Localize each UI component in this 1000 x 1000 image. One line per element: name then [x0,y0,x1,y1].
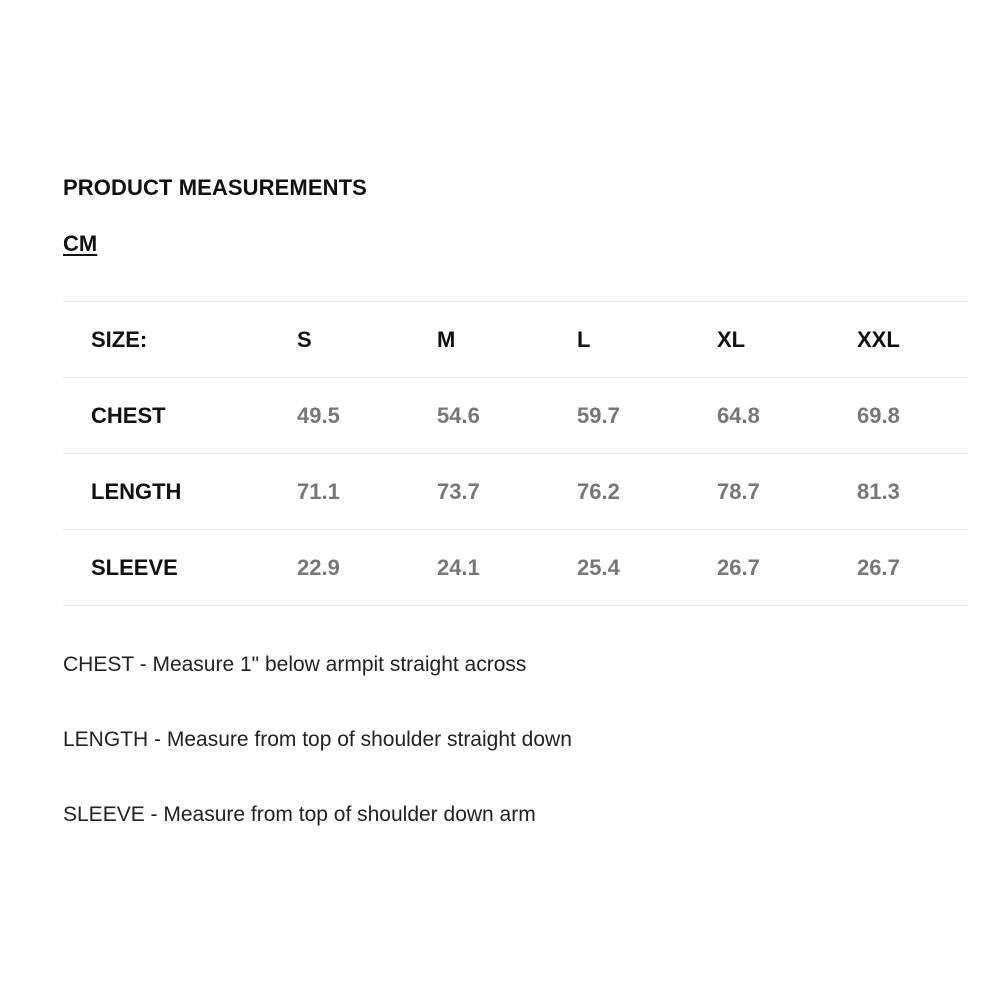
note-sleeve: SLEEVE - Measure from top of shoulder down arm [63,803,536,826]
table-cell: 49.5 [297,402,340,428]
row-label-sleeve: SLEEVE [91,554,178,580]
size-chart-table [63,301,968,606]
table-cell: 22.9 [297,554,340,580]
table-cell: 71.1 [297,478,340,504]
table-cell: 76.2 [577,478,620,504]
header-label: SIZE: [91,326,148,352]
table-cell: 59.7 [577,402,620,428]
page-title: PRODUCT MEASUREMENTS [63,175,367,200]
measurement-notes [63,650,963,875]
note-chest: CHEST - Measure 1" below armpit straight across [63,653,527,676]
table-cell: 54.6 [437,402,480,428]
table-row-length [63,454,968,530]
row-label-length: LENGTH [91,478,182,504]
table-cell: 64.8 [717,402,760,428]
size-header-s: S [297,326,312,352]
table-cell: 69.8 [857,402,900,428]
table-header-row [63,302,968,378]
table-cell: 78.7 [717,478,760,504]
table-cell: 26.7 [857,554,900,580]
table-cell: 73.7 [437,478,480,504]
unit-toggle-cm[interactable]: CM [63,231,98,256]
table-row-sleeve [63,530,968,606]
table-row-chest [63,378,968,454]
size-header-m: M [437,326,456,352]
size-header-l: L [577,326,591,352]
note-length: LENGTH - Measure from top of shoulder straight down [63,728,572,751]
table-cell: 26.7 [717,554,760,580]
row-label-chest: CHEST [91,402,166,428]
table-cell: 81.3 [857,478,900,504]
table-cell: 25.4 [577,554,620,580]
table-cell: 24.1 [437,554,480,580]
size-header-xxl: XXL [857,326,900,352]
size-header-xl: XL [717,326,746,352]
